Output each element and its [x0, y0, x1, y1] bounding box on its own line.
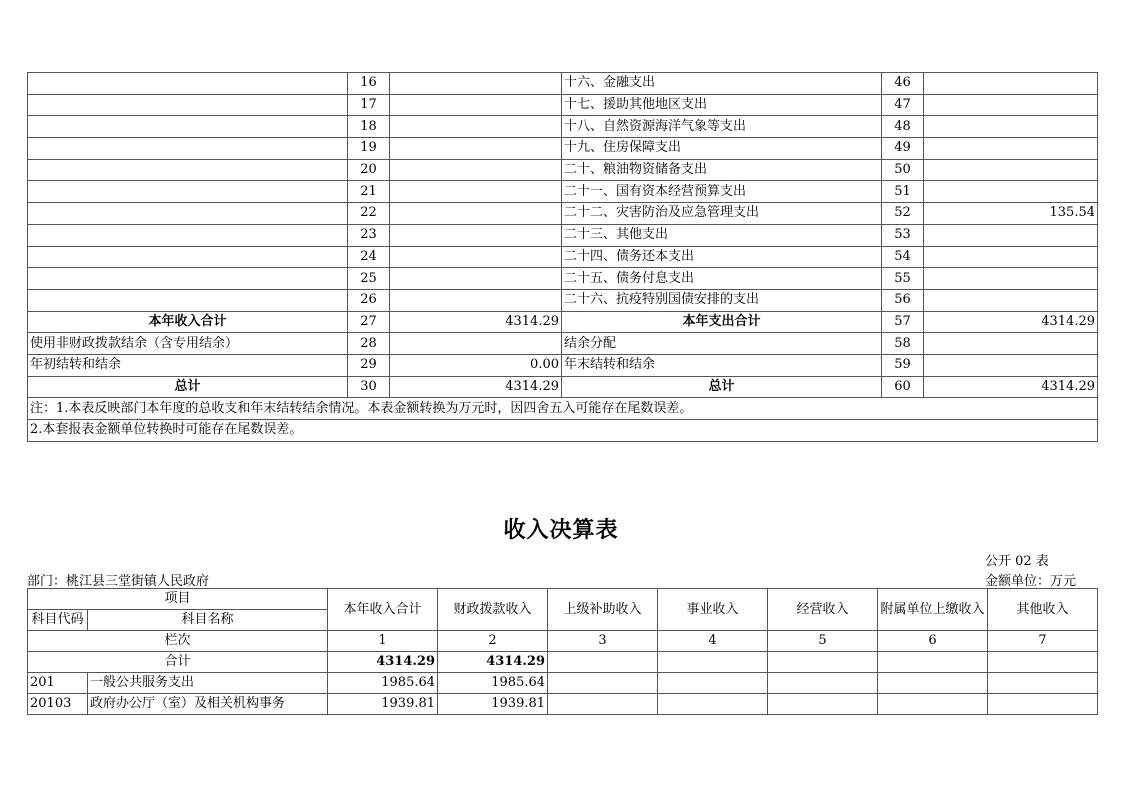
row-right-number: 54	[882, 246, 924, 268]
row-right-value: 4314.29	[924, 311, 1098, 333]
summary-row	[28, 268, 1098, 290]
value-col6	[878, 673, 988, 694]
row-right-value	[924, 181, 1098, 203]
row-right-number: 52	[882, 203, 924, 225]
value-col2: 1985.64	[438, 673, 548, 694]
income-table	[27, 588, 1098, 715]
row-right-number: 58	[882, 333, 924, 355]
summary-row	[28, 73, 1098, 95]
value-col6	[878, 694, 988, 715]
row-right-label: 结余分配	[562, 333, 882, 355]
row-left-value	[390, 203, 562, 225]
summary-row	[28, 246, 1098, 268]
row-right-number: 47	[882, 94, 924, 116]
column-number-row	[28, 631, 1098, 652]
summary-row	[28, 289, 1098, 311]
row-left-number: 21	[348, 181, 390, 203]
value-col7	[988, 694, 1098, 715]
value-col5	[768, 694, 878, 715]
value-col5	[768, 673, 878, 694]
row-left-value	[390, 138, 562, 160]
summary-row	[28, 333, 1098, 355]
row-left-value	[390, 333, 562, 355]
value-col1: 1939.81	[328, 694, 438, 715]
row-left-value	[390, 159, 562, 181]
row-left-value: 4314.29	[390, 376, 562, 398]
row-left-label	[28, 224, 348, 246]
row-left-number: 18	[348, 116, 390, 138]
row-right-value	[924, 246, 1098, 268]
department-label: 部门：桃江县三堂街镇人民政府	[27, 574, 210, 589]
row-right-number: 60	[882, 376, 924, 398]
row-right-value	[924, 159, 1098, 181]
subject-code: 20103	[28, 694, 88, 715]
value-col3	[548, 673, 658, 694]
report-title: 收入决算表	[503, 517, 619, 543]
col-num-2: 2	[438, 631, 548, 652]
row-right-label: 本年支出合计	[562, 311, 882, 333]
row-right-value: 4314.29	[924, 376, 1098, 398]
row-right-value	[924, 94, 1098, 116]
summary-row	[28, 94, 1098, 116]
row-left-value	[390, 94, 562, 116]
row-left-label	[28, 289, 348, 311]
row-right-label: 二十二、灾害防治及应急管理支出	[562, 203, 882, 225]
row-left-value: 4314.29	[390, 311, 562, 333]
value-col4	[658, 694, 768, 715]
row-left-label	[28, 73, 348, 95]
note-row	[28, 398, 1098, 420]
header-item: 项目	[28, 589, 328, 610]
row-left-number: 16	[348, 73, 390, 95]
summary-row	[28, 159, 1098, 181]
header-col6: 附属单位上缴收入	[878, 589, 988, 631]
row-right-label: 十八、自然资源海洋气象等支出	[562, 116, 882, 138]
row-right-number: 55	[882, 268, 924, 290]
col-num-6: 6	[878, 631, 988, 652]
value-col7	[988, 673, 1098, 694]
row-left-value	[390, 116, 562, 138]
row-right-value	[924, 354, 1098, 376]
row-left-number: 19	[348, 138, 390, 160]
total-col5	[768, 652, 878, 673]
row-right-value	[924, 73, 1098, 95]
header-row-1	[28, 589, 1098, 610]
col-num-7: 7	[988, 631, 1098, 652]
row-left-number: 20	[348, 159, 390, 181]
header-name: 科目名称	[88, 610, 328, 631]
row-left-value	[390, 246, 562, 268]
form-number: 公开 02 表	[985, 554, 1049, 569]
value-col1: 1985.64	[328, 673, 438, 694]
row-left-number: 27	[348, 311, 390, 333]
subject-name: 一般公共服务支出	[88, 673, 328, 694]
row-right-label: 十九、住房保障支出	[562, 138, 882, 160]
row-right-label: 二十六、抗疫特别国债安排的支出	[562, 289, 882, 311]
row-left-number: 17	[348, 94, 390, 116]
row-left-label	[28, 116, 348, 138]
subject-code: 201	[28, 673, 88, 694]
total-col6	[878, 652, 988, 673]
row-right-number: 46	[882, 73, 924, 95]
row-left-label: 本年收入合计	[28, 311, 348, 333]
row-left-number: 24	[348, 246, 390, 268]
row-left-value	[390, 73, 562, 95]
row-right-label: 二十、粮油物资储备支出	[562, 159, 882, 181]
header-col2: 财政拨款收入	[438, 589, 548, 631]
row-right-label: 十六、金融支出	[562, 73, 882, 95]
summary-table	[27, 72, 1098, 442]
row-left-number: 29	[348, 354, 390, 376]
row-left-label	[28, 246, 348, 268]
row-left-number: 22	[348, 203, 390, 225]
row-right-value	[924, 333, 1098, 355]
row-left-label	[28, 94, 348, 116]
row-right-label: 二十五、债务付息支出	[562, 268, 882, 290]
row-right-value	[924, 268, 1098, 290]
row-left-number: 30	[348, 376, 390, 398]
summary-row	[28, 116, 1098, 138]
unit-label: 金额单位：万元	[985, 574, 1077, 589]
total-col1: 4314.29	[328, 652, 438, 673]
row-left-number: 25	[348, 268, 390, 290]
row-left-value	[390, 224, 562, 246]
table-row	[28, 673, 1098, 694]
row-right-number: 49	[882, 138, 924, 160]
total-col2: 4314.29	[438, 652, 548, 673]
row-right-number: 56	[882, 289, 924, 311]
col-num-3: 3	[548, 631, 658, 652]
row-right-label: 二十一、国有资本经营预算支出	[562, 181, 882, 203]
col-num-1: 1	[328, 631, 438, 652]
row-left-label	[28, 268, 348, 290]
table-row	[28, 694, 1098, 715]
row-label: 栏次	[28, 631, 328, 652]
row-left-label: 总计	[28, 376, 348, 398]
row-right-number: 51	[882, 181, 924, 203]
col-num-4: 4	[658, 631, 768, 652]
total-col4	[658, 652, 768, 673]
row-left-number: 23	[348, 224, 390, 246]
total-label: 合计	[28, 652, 328, 673]
note-row	[28, 420, 1098, 442]
summary-row	[28, 181, 1098, 203]
row-right-value	[924, 138, 1098, 160]
summary-row	[28, 376, 1098, 398]
row-right-number: 50	[882, 159, 924, 181]
summary-row	[28, 354, 1098, 376]
note-text: 2.本套报表金额单位转换时可能存在尾数误差。	[28, 420, 1098, 442]
summary-row	[28, 311, 1098, 333]
value-col4	[658, 673, 768, 694]
row-right-label: 总计	[562, 376, 882, 398]
row-left-label	[28, 181, 348, 203]
summary-row	[28, 224, 1098, 246]
row-left-value	[390, 289, 562, 311]
subject-name: 政府办公厅（室）及相关机构事务	[88, 694, 328, 715]
row-right-value	[924, 289, 1098, 311]
value-col2: 1939.81	[438, 694, 548, 715]
summary-row	[28, 203, 1098, 225]
row-right-number: 53	[882, 224, 924, 246]
row-left-value: 0.00	[390, 354, 562, 376]
header-col7: 其他收入	[988, 589, 1098, 631]
row-right-label: 二十三、其他支出	[562, 224, 882, 246]
total-col7	[988, 652, 1098, 673]
total-col3	[548, 652, 658, 673]
row-left-number: 28	[348, 333, 390, 355]
summary-row	[28, 138, 1098, 160]
row-right-value	[924, 224, 1098, 246]
row-right-number: 59	[882, 354, 924, 376]
total-row	[28, 652, 1098, 673]
row-left-label	[28, 203, 348, 225]
value-col3	[548, 694, 658, 715]
row-left-value	[390, 181, 562, 203]
col-num-5: 5	[768, 631, 878, 652]
header-col1: 本年收入合计	[328, 589, 438, 631]
row-right-value	[924, 116, 1098, 138]
row-left-value	[390, 268, 562, 290]
header-col4: 事业收入	[658, 589, 768, 631]
row-right-value: 135.54	[924, 203, 1098, 225]
row-right-label: 年末结转和结余	[562, 354, 882, 376]
header-col5: 经营收入	[768, 589, 878, 631]
row-left-label: 使用非财政拨款结余（含专用结余）	[28, 333, 348, 355]
row-right-number: 48	[882, 116, 924, 138]
note-text: 注：1.本表反映部门本年度的总收支和年末结转结余情况。本表金额转换为万元时，因四舍五入可能存在尾数误差。	[28, 398, 1098, 420]
row-left-number: 26	[348, 289, 390, 311]
row-left-label	[28, 138, 348, 160]
row-left-label	[28, 159, 348, 181]
row-left-label: 年初结转和结余	[28, 354, 348, 376]
row-right-number: 57	[882, 311, 924, 333]
header-col3: 上级补助收入	[548, 589, 658, 631]
header-code: 科目代码	[28, 610, 88, 631]
row-right-label: 二十四、债务还本支出	[562, 246, 882, 268]
row-right-label: 十七、援助其他地区支出	[562, 94, 882, 116]
